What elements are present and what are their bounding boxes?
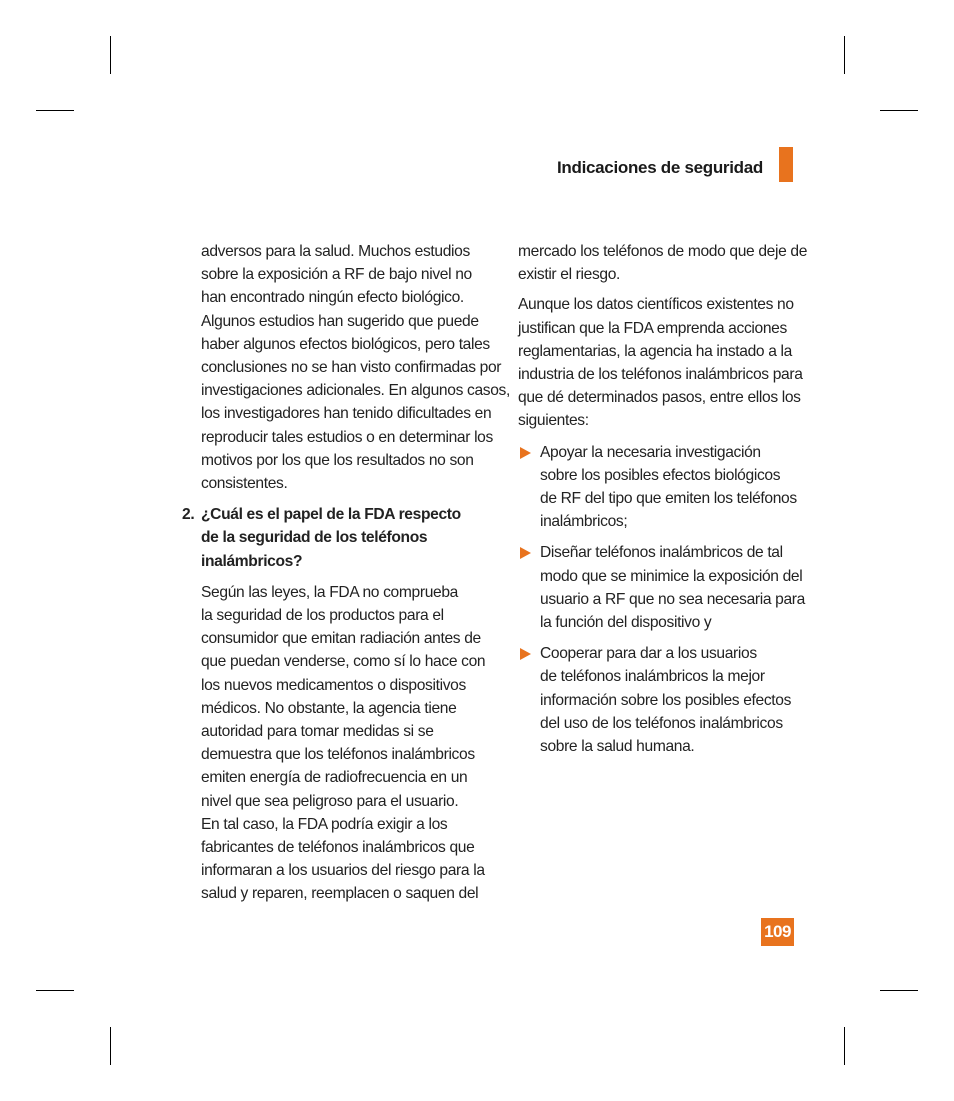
- text-line: fabricantes de teléfonos inalámbricos que: [201, 839, 475, 857]
- question-line: inalámbricos?: [201, 552, 303, 570]
- question-line: de la seguridad de los teléfonos: [201, 529, 428, 547]
- question-number: 2.: [182, 506, 195, 524]
- question-line: ¿Cuál es el papel de la FDA respecto: [201, 506, 461, 524]
- text-line: sobre la exposición a RF de bajo nivel no: [201, 266, 472, 284]
- crop-mark-top-right-vertical: [844, 36, 845, 74]
- text-line: mercado los teléfonos de modo que deje de: [518, 243, 808, 260]
- text-line: haber algunos efectos biológicos, pero tales: [201, 335, 490, 353]
- text-line: emiten energía de radiofrecuencia en un: [201, 769, 468, 787]
- text-line: nivel que sea peligroso para el usuario.: [201, 792, 459, 810]
- text-line: demuestra que los teléfonos inalámbricos: [201, 746, 475, 764]
- bullet-item: [518, 642, 808, 758]
- section-tab-marker: [779, 147, 793, 182]
- triangle-bullet-icon: [520, 547, 531, 559]
- text-line: los investigadores han tenido dificultades en: [201, 405, 492, 423]
- text-line: que puedan venderse, como sí lo hace con: [201, 653, 486, 671]
- text-line: informaran a los usuarios del riesgo para la: [201, 862, 485, 880]
- text-line: adversos para la salud. Muchos estudios: [201, 243, 470, 260]
- crop-mark-bottom-left-horizontal: [36, 990, 74, 991]
- left-column: [182, 240, 510, 906]
- text-line: Cooperar para dar a los usuarios: [540, 645, 757, 663]
- text-line: sobre la salud humana.: [540, 738, 695, 756]
- text-line: autoridad para tomar medidas si se: [201, 723, 434, 741]
- text-line: los nuevos medicamentos o dispositivos: [201, 676, 466, 694]
- text-line: consumidor que emitan radiación antes de: [201, 630, 481, 648]
- page-number: 109: [761, 918, 794, 946]
- text-line: modo que se minimice la exposición del: [540, 567, 803, 585]
- text-line: que dé determinados pasos, entre ellos los: [518, 389, 801, 407]
- continuation-paragraph: [518, 240, 808, 286]
- text-line: Según las leyes, la FDA no comprueba: [201, 583, 458, 601]
- text-line: industria de los teléfonos inalámbricos para: [518, 366, 803, 384]
- text-line: Algunos estudios han sugerido que puede: [201, 312, 479, 330]
- fda-actions-paragraph: [518, 293, 808, 432]
- text-line: médicos. No obstante, la agencia tiene: [201, 699, 457, 717]
- right-column: [518, 240, 808, 758]
- text-line: consistentes.: [201, 475, 288, 493]
- text-line: información sobre los posibles efectos: [540, 691, 792, 709]
- text-line: del uso de los teléfonos inalámbricos: [540, 714, 783, 732]
- crop-mark-top-left-horizontal: [36, 110, 74, 111]
- answer-paragraph: [201, 581, 486, 906]
- text-line: reproducir tales estudios o en determinar los: [201, 428, 493, 446]
- text-line: investigaciones adicionales. En algunos casos,: [201, 382, 510, 400]
- crop-mark-bottom-right-vertical: [844, 1027, 845, 1065]
- crop-mark-top-right-horizontal: [880, 110, 918, 111]
- crop-mark-bottom-left-vertical: [110, 1027, 111, 1065]
- text-line: siguientes:: [518, 412, 589, 430]
- text-line: reglamentarias, la agencia ha instado a la: [518, 342, 792, 360]
- text-line: la función del dispositivo y: [540, 614, 712, 632]
- crop-mark-top-left-vertical: [110, 36, 111, 74]
- triangle-bullet-icon: [520, 447, 531, 459]
- text-line: han encontrado ningún efecto biológico.: [201, 289, 464, 307]
- text-line: salud y reparen, reemplacen o saquen del: [201, 885, 479, 903]
- text-line: justifican que la FDA emprenda acciones: [518, 319, 787, 337]
- text-line: de teléfonos inalámbricos la mejor: [540, 668, 765, 686]
- text-line: motivos por los que los resultados no son: [201, 451, 474, 469]
- text-line: la seguridad de los productos para el: [201, 607, 444, 625]
- text-line: conclusiones no se han visto confirmadas por: [201, 359, 502, 377]
- question-heading: [182, 503, 481, 573]
- text-line: sobre los posibles efectos biológicos: [540, 466, 781, 484]
- bullet-item: [518, 541, 808, 634]
- triangle-bullet-icon: [520, 648, 531, 660]
- text-line: inalámbricos;: [540, 513, 628, 531]
- text-line: de RF del tipo que emiten los teléfonos: [540, 490, 797, 508]
- section-title: Indicaciones de seguridad: [556, 158, 763, 177]
- text-line: usuario a RF que no sea necesaria para: [540, 590, 805, 608]
- text-line: Aunque los datos científicos existentes no: [518, 296, 794, 314]
- text-line: existir el riesgo.: [518, 266, 621, 284]
- text-line: En tal caso, la FDA podría exigir a los: [201, 815, 448, 833]
- bullet-item: [518, 441, 808, 534]
- text-line: Diseñar teléfonos inalámbricos de tal: [540, 544, 783, 562]
- intro-paragraph: [201, 240, 510, 495]
- crop-mark-bottom-right-horizontal: [880, 990, 918, 991]
- text-line: Apoyar la necesaria investigación: [540, 443, 761, 461]
